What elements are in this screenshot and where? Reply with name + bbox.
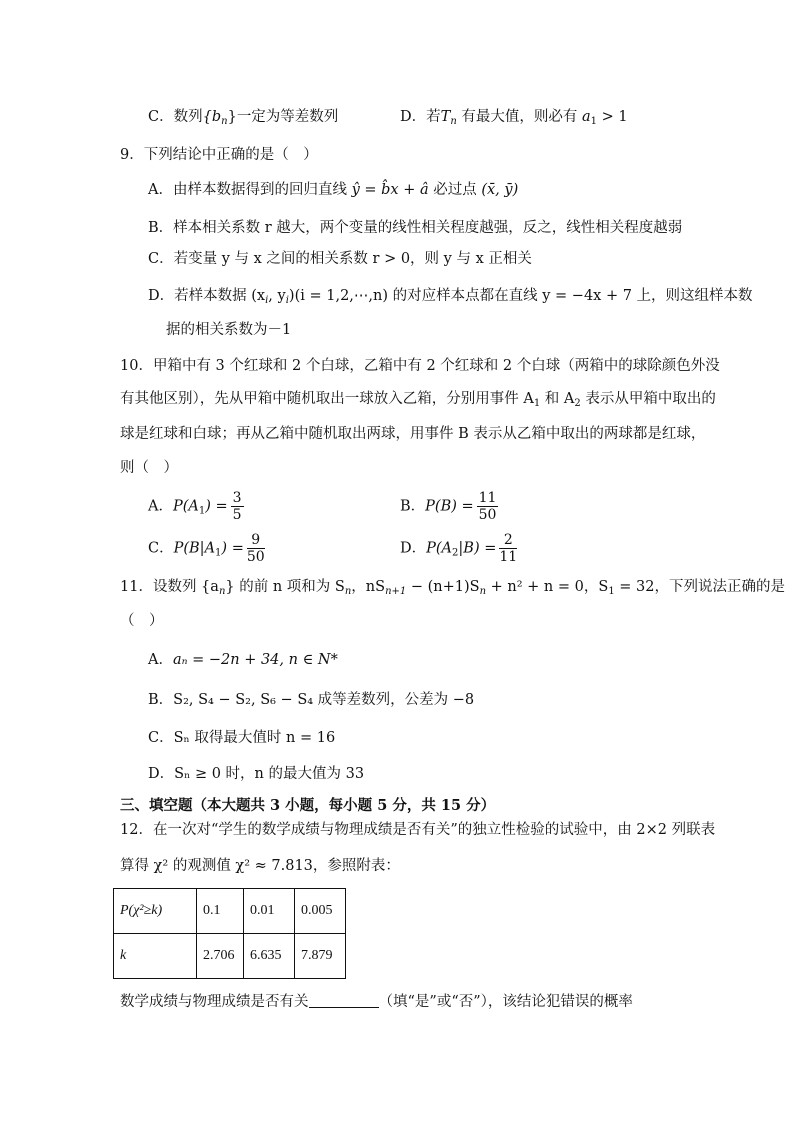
q12-line1: 12．在一次对“学生的数学成绩与物理成绩是否有关”的独立性检验的试验中，由 2×2 列联表 xyxy=(120,822,716,838)
answer-blank[interactable] xyxy=(309,993,379,1008)
table-row xyxy=(114,889,346,934)
q11-option-d[interactable]: D．Sₙ ≥ 0 时，n 的最大值为 33 xyxy=(148,766,365,782)
q9-stem: 9．下列结论中正确的是（ ） xyxy=(120,147,318,163)
q11-line1: 11．设数列 $\{a_n\}$ 的前 n 项和为 $S_n$，$nS_{n+1} - (n+1)S_n + n^2 + n = 0$，$S_1 = 32$，下列说法正确的是 xyxy=(120,579,786,597)
reference-table xyxy=(113,888,346,979)
q8-option-c[interactable]: C．数列$\{b_n\}$一定为等差数列 xyxy=(148,109,339,127)
q10-line2: 有其他区别），先从甲箱中随机取出一球放入乙箱，分别用事件 $A_1$ 和 $A_2$ 表示从甲箱中取出的 xyxy=(120,391,716,409)
table-cell: 0.1 xyxy=(197,889,244,934)
q10-line4: 则（ ） xyxy=(120,460,178,476)
q9-option-a[interactable]: A．由样本数据得到的回归直线 ŷ = b̂x + â 必过点 (x̄, ȳ) xyxy=(148,182,519,198)
fraction: $\frac{2}{11}$ xyxy=(499,532,518,565)
section-heading: 三、填空题（本大题共 3 小题，每小题 5 分，共 15 分） xyxy=(120,797,496,814)
table-header-cell: P(χ²≥k) xyxy=(114,889,197,934)
fraction: $\frac{3}{5}$ xyxy=(232,490,242,523)
q10-option-a[interactable]: A．$P(A_1)$ = $\frac{3}{5}$ xyxy=(148,490,242,523)
table-cell: 0.01 xyxy=(244,889,295,934)
q9-option-c[interactable]: C．若变量 y 与 x 之间的相关系数 r > 0，则 y 与 x 正相关 xyxy=(148,251,532,267)
fraction: $\frac{11}{50}$ xyxy=(478,490,497,523)
q8-option-d[interactable]: D．若$T_n$ 有最大值，则必有 $a_1 > 1$ xyxy=(400,109,628,127)
q11-option-b[interactable]: B．S₂, S₄ − S₂, S₆ − S₄ 成等差数列，公差为 −8 xyxy=(148,692,475,708)
table-cell: 6.635 xyxy=(244,934,295,979)
fraction: $\frac{9}{50}$ xyxy=(246,532,265,565)
q11-option-a[interactable]: A．aₙ = −2n + 34, n ∈ N* xyxy=(148,652,338,668)
q12-line3: 数学成绩与物理成绩是否有关 （填“是”或“否”），该结论犯错误的概率 xyxy=(120,994,633,1010)
q10-line1: 10．甲箱中有 3 个红球和 2 个白球，乙箱中有 2 个红球和 2 个白球（两箱中的球除颜色外没 xyxy=(120,358,720,374)
q10-option-b[interactable]: B．P(B) = $\frac{11}{50}$ xyxy=(400,490,497,523)
table-cell: 7.879 xyxy=(295,934,346,979)
table-row xyxy=(114,934,346,979)
q9-option-d-continuation: 据的相关系数为－1 xyxy=(166,322,292,338)
table-header-cell: k xyxy=(114,934,197,979)
q12-line2: 算得 χ² 的观测值 χ² ≈ 7.813，参照附表： xyxy=(120,858,400,874)
q10-line3: 球是红球和白球；再从乙箱中随机取出两球，用事件 B 表示从乙箱中取出的两球都是红球， xyxy=(120,426,706,442)
table-cell: 0.005 xyxy=(295,889,346,934)
q10-option-c[interactable]: C．$P(B|A_1)$ = $\frac{9}{50}$ xyxy=(148,532,265,565)
table-cell: 2.706 xyxy=(197,934,244,979)
q11-line2: （ ） xyxy=(120,613,164,629)
q10-option-d[interactable]: D．$P(A_2|B)$ = $\frac{2}{11}$ xyxy=(400,532,518,565)
q9-option-b[interactable]: B．样本相关系数 r 越大，两个变量的线性相关程度越强，反之，线性相关程度越弱 xyxy=(148,220,683,236)
q9-option-d[interactable]: D．若样本数据 ($x_i$, $y_i)(i$ = 1,2,⋯,n) 的对应样本点都在直线 y = −4x + 7 上，则这组样本数 xyxy=(148,288,753,306)
q11-option-c[interactable]: C．Sₙ 取得最大值时 n = 16 xyxy=(148,730,336,746)
